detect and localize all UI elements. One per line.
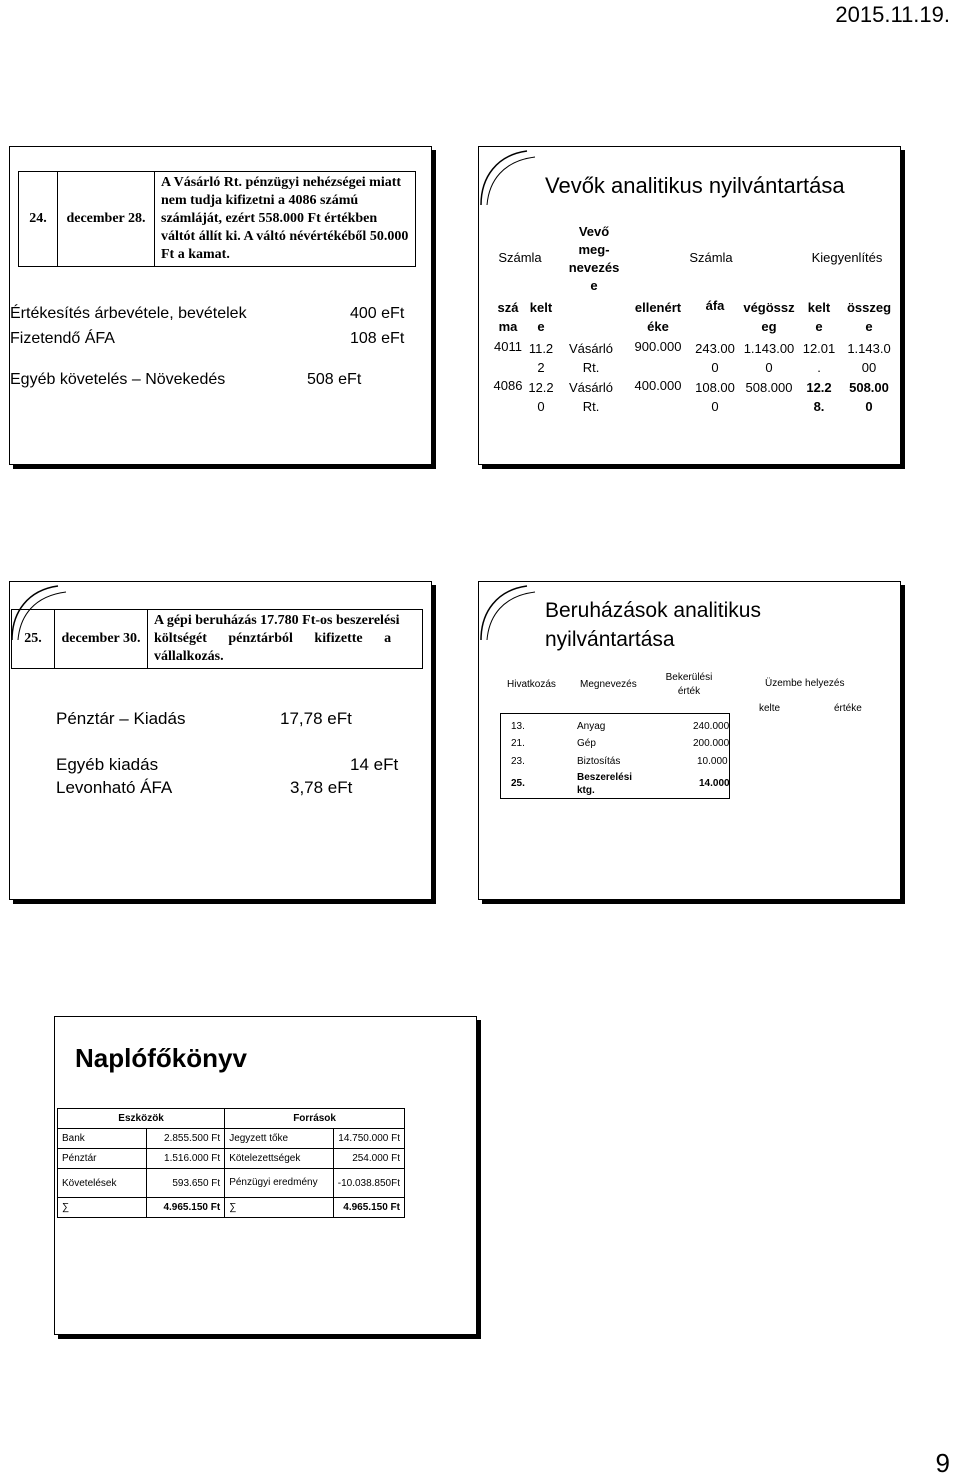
event-date: december 30. bbox=[55, 610, 148, 669]
table-cell: 900.000 bbox=[634, 339, 682, 354]
asset-label: Követelések bbox=[58, 1169, 147, 1198]
col-kelte: kelt e bbox=[529, 300, 553, 334]
entry-amount: 508 eFt bbox=[307, 371, 362, 388]
slide-curl-icon bbox=[479, 582, 539, 642]
asset-label: Pénztár bbox=[58, 1149, 147, 1169]
liability-total: 4.965.150 Ft bbox=[333, 1198, 404, 1218]
table-row-name: Gép bbox=[577, 738, 596, 749]
table-cell: 508.000 bbox=[745, 380, 793, 395]
event-table bbox=[18, 171, 416, 267]
asset-label: Bank bbox=[58, 1129, 147, 1149]
table-row bbox=[58, 1169, 405, 1198]
table-cell: 12.2 8. bbox=[806, 380, 832, 414]
table-cell: 400.000 bbox=[634, 378, 682, 393]
event-description: A Vásárló Rt. pénzügyi nehézségei miatt nem tudja kifizetni a 4086 számú számláját, ezért 558.000 Ft értékben váltót állít ki. A váltó névértékéből 50.000 Ft a kamat. bbox=[155, 172, 416, 267]
table-cell: 1.143.0 00 bbox=[847, 341, 891, 375]
col-uzembe: Üzembe helyezés bbox=[765, 678, 845, 689]
event-date: december 28. bbox=[58, 172, 155, 267]
entry-label: Pénztár – Kiadás bbox=[56, 709, 186, 728]
table-row-name: Beszerelési ktg. bbox=[577, 772, 633, 796]
event-description: A gépi beruházás 17.780 Ft-os beszerelési költségét pénztárból kifizette a vállalkozás. bbox=[148, 610, 423, 669]
table-cell: 1.143.00 0 bbox=[743, 341, 795, 375]
table-row-value: 240.000 bbox=[693, 721, 730, 732]
entry-amount: 3,78 eFt bbox=[290, 778, 353, 797]
col-bekerulesi: Bekerülési érték bbox=[665, 672, 713, 697]
sigma-icon: ∑ bbox=[58, 1198, 147, 1218]
asset-value: 1.516.000 Ft bbox=[146, 1149, 225, 1169]
col-hivatkozas: Hivatkozás bbox=[507, 679, 556, 690]
slide-title: Beruházások analitikus nyilvántartása bbox=[545, 599, 761, 651]
col-group-vevo: Vevő meg- nevezés e bbox=[568, 224, 620, 293]
table-cell: 4011 bbox=[494, 339, 522, 354]
col-ellenerteke: ellenért éke bbox=[634, 300, 682, 334]
slide-beruhazasok bbox=[478, 581, 901, 900]
event-table bbox=[11, 609, 423, 669]
table-row-name: Anyag bbox=[577, 721, 606, 732]
liability-value: 14.750.000 Ft bbox=[333, 1129, 404, 1149]
sigma-icon: ∑ bbox=[225, 1198, 334, 1218]
header-eszkozok: Eszközök bbox=[58, 1109, 225, 1129]
liability-value: 254.000 Ft bbox=[333, 1149, 404, 1169]
table-cell: 508.00 0 bbox=[849, 380, 889, 414]
header-date: 2015.11.19. bbox=[835, 2, 950, 27]
col-group-szamla-right: Számla bbox=[689, 250, 733, 265]
entry-label: Értékesítés árbevétele, bevételek bbox=[10, 305, 247, 322]
asset-value: 2.855.500 Ft bbox=[146, 1129, 225, 1149]
col-vegosszeg: végössz eg bbox=[743, 300, 795, 334]
asset-total: 4.965.150 Ft bbox=[146, 1198, 225, 1218]
table-cell: 4086 bbox=[493, 378, 523, 393]
table-row bbox=[58, 1129, 405, 1149]
table-cell: Vásárló Rt. bbox=[568, 341, 614, 375]
col-group-szamla: Számla bbox=[498, 250, 542, 265]
page-number: 9 bbox=[935, 1448, 950, 1478]
liability-label: Pénzügyi eredmény bbox=[225, 1169, 334, 1198]
slide-title: Vevők analitikus nyilvántartása bbox=[545, 173, 845, 198]
entry-label: Levonható ÁFA bbox=[56, 778, 173, 797]
entry-amount: 400 eFt bbox=[350, 305, 405, 322]
table-cell: 108.00 0 bbox=[695, 380, 735, 414]
entry-amount: 17,78 eFt bbox=[280, 709, 352, 728]
slide-title: Naplófőkönyv bbox=[75, 1043, 247, 1073]
table-cell: 12.01 . bbox=[802, 341, 836, 375]
col-erteke: értéke bbox=[834, 703, 862, 714]
liability-label: Kötelezettségek bbox=[225, 1149, 334, 1169]
entry-label: Fizetendő ÁFA bbox=[10, 330, 115, 347]
header-forrasok: Források bbox=[225, 1109, 405, 1129]
slide-naplofokonyv bbox=[54, 1016, 477, 1335]
liability-value: -10.038.850Ft bbox=[333, 1169, 404, 1198]
table-row-ref: 23. bbox=[511, 756, 525, 767]
table-cell: 12.2 0 bbox=[528, 380, 554, 414]
slide-curl-icon bbox=[479, 147, 539, 207]
col-kelte: kelte bbox=[759, 703, 781, 714]
col-szama: szá ma bbox=[497, 300, 519, 334]
event-number: 25. bbox=[12, 610, 55, 669]
col-kelte2: kelt e bbox=[807, 300, 831, 334]
entry-amount: 108 eFt bbox=[350, 330, 405, 347]
asset-value: 593.650 Ft bbox=[146, 1169, 225, 1198]
table-cell: Vásárló Rt. bbox=[568, 380, 614, 414]
table-row-name: Biztosítás bbox=[577, 756, 621, 767]
balance-table bbox=[57, 1108, 405, 1218]
slide-event-24 bbox=[9, 146, 432, 465]
col-osszege: összeg e bbox=[846, 300, 892, 334]
table-row-ref: 21. bbox=[511, 738, 525, 749]
table-row-ref: 13. bbox=[511, 721, 525, 732]
table-cell: 11.2 2 bbox=[528, 341, 554, 375]
table-row-value: 200.000 bbox=[693, 738, 730, 749]
table-row-total bbox=[58, 1198, 405, 1218]
entry-amount: 14 eFt bbox=[350, 755, 399, 774]
col-group-kiegyenlites: Kiegyenlítés bbox=[811, 250, 883, 265]
col-megnevezes: Megnevezés bbox=[580, 679, 637, 690]
table-row-value: 14.000 bbox=[699, 778, 730, 789]
entry-label: Egyéb kiadás bbox=[56, 755, 159, 774]
table-cell: 243.00 0 bbox=[695, 341, 735, 375]
table-row-value: 10.000 bbox=[697, 756, 728, 767]
slide-vevok-analitika bbox=[478, 146, 901, 465]
event-number: 24. bbox=[19, 172, 58, 267]
slide-event-25 bbox=[9, 581, 432, 900]
table-row bbox=[58, 1149, 405, 1169]
table-row-ref: 25. bbox=[511, 778, 525, 789]
liability-label: Jegyzett tőke bbox=[225, 1129, 334, 1149]
col-afa: áfa bbox=[705, 298, 725, 313]
entry-label: Egyéb követelés – Növekedés bbox=[10, 371, 226, 388]
